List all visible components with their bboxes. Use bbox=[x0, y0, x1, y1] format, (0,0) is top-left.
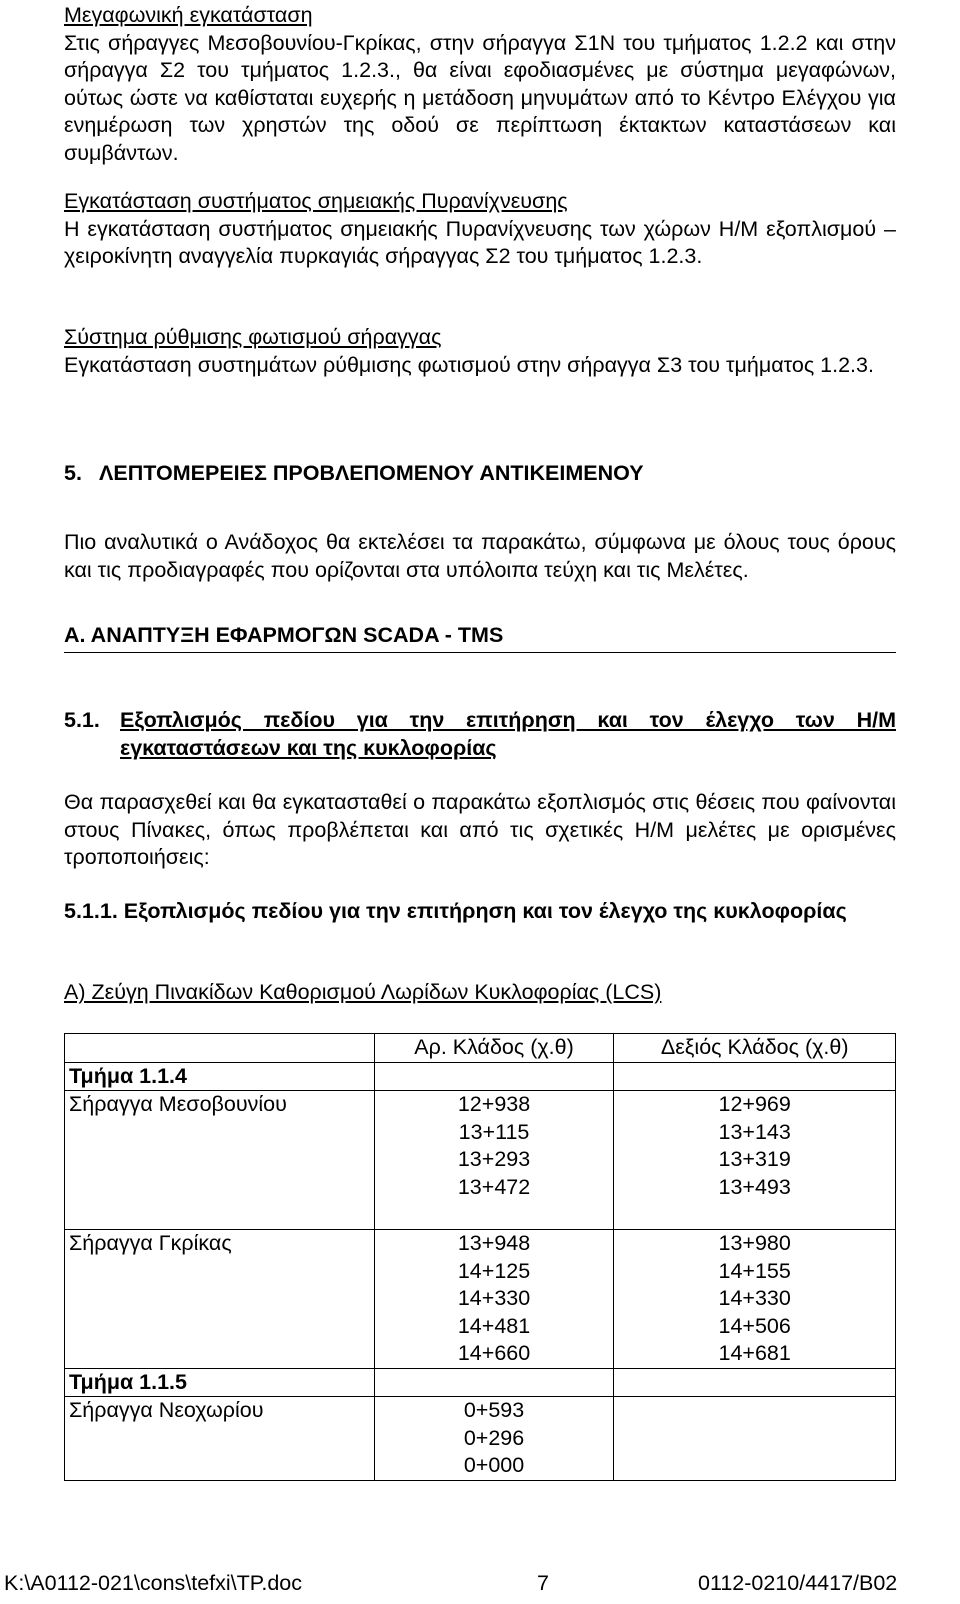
footer-doc-code: 0112-0210/4417/B02 bbox=[698, 1571, 898, 1595]
column-header: Αρ. Κλάδος (χ.θ) bbox=[374, 1034, 614, 1063]
right-branch-values bbox=[614, 1230, 896, 1369]
table-row bbox=[65, 1368, 896, 1397]
column-header: Δεξιός Κλάδος (χ.θ) bbox=[614, 1034, 896, 1063]
chainage-value: 14+330 bbox=[457, 1286, 531, 1310]
section-a-heading: Α. ΑΝΑΠΤΥΞΗ ΕΦΑΡΜΟΓΩΝ SCADA - TMS bbox=[64, 623, 504, 647]
chainage-value: 12+969 bbox=[718, 1092, 791, 1116]
section-title: Σύστημα ρύθμισης φωτισμού σήραγγας bbox=[64, 325, 442, 349]
section-lighting bbox=[64, 324, 896, 379]
chainage-value: 14+660 bbox=[457, 1341, 531, 1365]
left-branch-values bbox=[374, 1397, 614, 1481]
chainage-value: 0+000 bbox=[463, 1453, 525, 1477]
tunnel-name: Σήραγγα Νεοχωρίου bbox=[65, 1397, 375, 1481]
table-row bbox=[65, 1062, 896, 1091]
table-header-row bbox=[65, 1034, 896, 1063]
footer-page-number: 7 bbox=[537, 1571, 549, 1595]
right-branch-values bbox=[614, 1091, 896, 1230]
tunnel-name: Σήραγγα Γκρίκας bbox=[65, 1230, 375, 1369]
chainage-value: 12+938 bbox=[457, 1092, 531, 1116]
section-number: 5.1. bbox=[64, 708, 100, 732]
section-5-1-body: Θα παρασχεθεί και θα εγκατασταθεί ο παρακάτω εξοπλισμός στις θέσεις που φαίνονται στους Πίνακες, όπως προβλέπεται και από τις σχετικές Η/Μ μελέτες με ορισμένες τροποποιήσεις: bbox=[64, 790, 896, 869]
chainage-value: 14+681 bbox=[718, 1341, 791, 1365]
section-label: Τμήμα 1.1.5 bbox=[65, 1368, 375, 1397]
section-body: Η εγκατάσταση συστήματος σημειακής Πυρανίχνευσης των χώρων Η/Μ εξοπλισμού – χειροκίνητη αναγγελία πυρκαγιάς σήραγγας Σ2 του τμήματος 1.2.3. bbox=[64, 216, 896, 268]
chainage-value: 14+155 bbox=[718, 1258, 791, 1283]
left-branch-values bbox=[374, 1091, 614, 1230]
chainage-value: 14+125 bbox=[457, 1258, 531, 1283]
chainage-value: 13+293 bbox=[457, 1147, 531, 1171]
table-row bbox=[65, 1397, 896, 1481]
section-fire-detection bbox=[64, 188, 896, 271]
chainage-value: 14+330 bbox=[718, 1286, 791, 1310]
section-5-intro: Πιο αναλυτικά ο Ανάδοχος θα εκτελέσει τα παρακάτω, σύμφωνα με όλους τους όρους και τις προδιαγραφές που ορίζονται στα υπόλοιπα τεύχη και τις Μελέτες. bbox=[64, 530, 896, 582]
chainage-value: 13+472 bbox=[457, 1174, 531, 1199]
chainage-value: 13+948 bbox=[457, 1231, 531, 1255]
chainage-value: 14+481 bbox=[457, 1313, 531, 1338]
chainage-value: 0+593 bbox=[463, 1398, 525, 1422]
footer-file-path: K:\A0112-021\cons\tefxi\TP.doc bbox=[4, 1571, 302, 1595]
section-title: Εξοπλισμός πεδίου για την επιτήρηση και τον έλεγχο των Η/Μ εγκαταστάσεων και της κυκλοφορίας bbox=[120, 708, 896, 760]
chainage-value: 13+319 bbox=[718, 1147, 791, 1171]
chainage-value: 13+143 bbox=[718, 1119, 791, 1144]
section-body: Στις σήραγγες Μεσοβουνίου-Γκρίκας, στην σήραγγα Σ1Ν του τμήματος 1.2.2 και στην σήραγγα Σ2 του τμήματος 1.2.3., θα είναι εφοδιασμένες με σύστημα μεγαφώνων, ούτως ώστε να καθίσταται ευχερής η μετάδοση μηνυμάτων από το Κέντρο Ελέγχου για ενημέρωση των χρηστών της οδού σε περίπτωση έκτακτων καταστάσεων και συμβάντων. bbox=[64, 30, 896, 165]
lcs-heading: Α) Ζεύγη Πινακίδων Καθορισμού Λωρίδων Κυκλοφορίας (LCS) bbox=[64, 980, 662, 1004]
heading-rule bbox=[64, 652, 896, 653]
tunnel-name: Σήραγγα Μεσοβουνίου bbox=[65, 1091, 375, 1230]
chainage-value: 13+980 bbox=[718, 1231, 791, 1255]
section-title: Εγκατάσταση συστήματος σημειακής Πυρανίχνευσης bbox=[64, 189, 568, 213]
table-row bbox=[65, 1230, 896, 1369]
section-label: Τμήμα 1.1.4 bbox=[65, 1062, 375, 1091]
chainage-value: 13+115 bbox=[458, 1119, 530, 1144]
lcs-table bbox=[64, 1033, 896, 1481]
section-5-1-heading bbox=[64, 707, 896, 762]
chainage-value: 13+493 bbox=[718, 1174, 791, 1199]
table-row bbox=[65, 1091, 896, 1230]
chainage-value: 0+296 bbox=[463, 1425, 525, 1450]
chainage-value: 14+506 bbox=[718, 1313, 791, 1338]
section-5-heading: 5. ΛΕΠΤΟΜΕΡΕΙΕΣ ΠΡΟΒΛΕΠΟΜΕΝΟΥ ΑΝΤΙΚΕΙΜΕΝΟΥ bbox=[64, 461, 644, 485]
section-5-1-1-heading: 5.1.1. Εξοπλισμός πεδίου για την επιτήρηση και τον έλεγχο της κυκλοφορίας bbox=[64, 899, 847, 923]
section-title: Μεγαφωνική εγκατάσταση bbox=[64, 3, 313, 27]
left-branch-values bbox=[374, 1230, 614, 1369]
section-pa bbox=[64, 2, 896, 167]
section-body: Εγκατάσταση συστημάτων ρύθμισης φωτισμού στην σήραγγα Σ3 του τμήματος 1.2.3. bbox=[64, 352, 874, 377]
